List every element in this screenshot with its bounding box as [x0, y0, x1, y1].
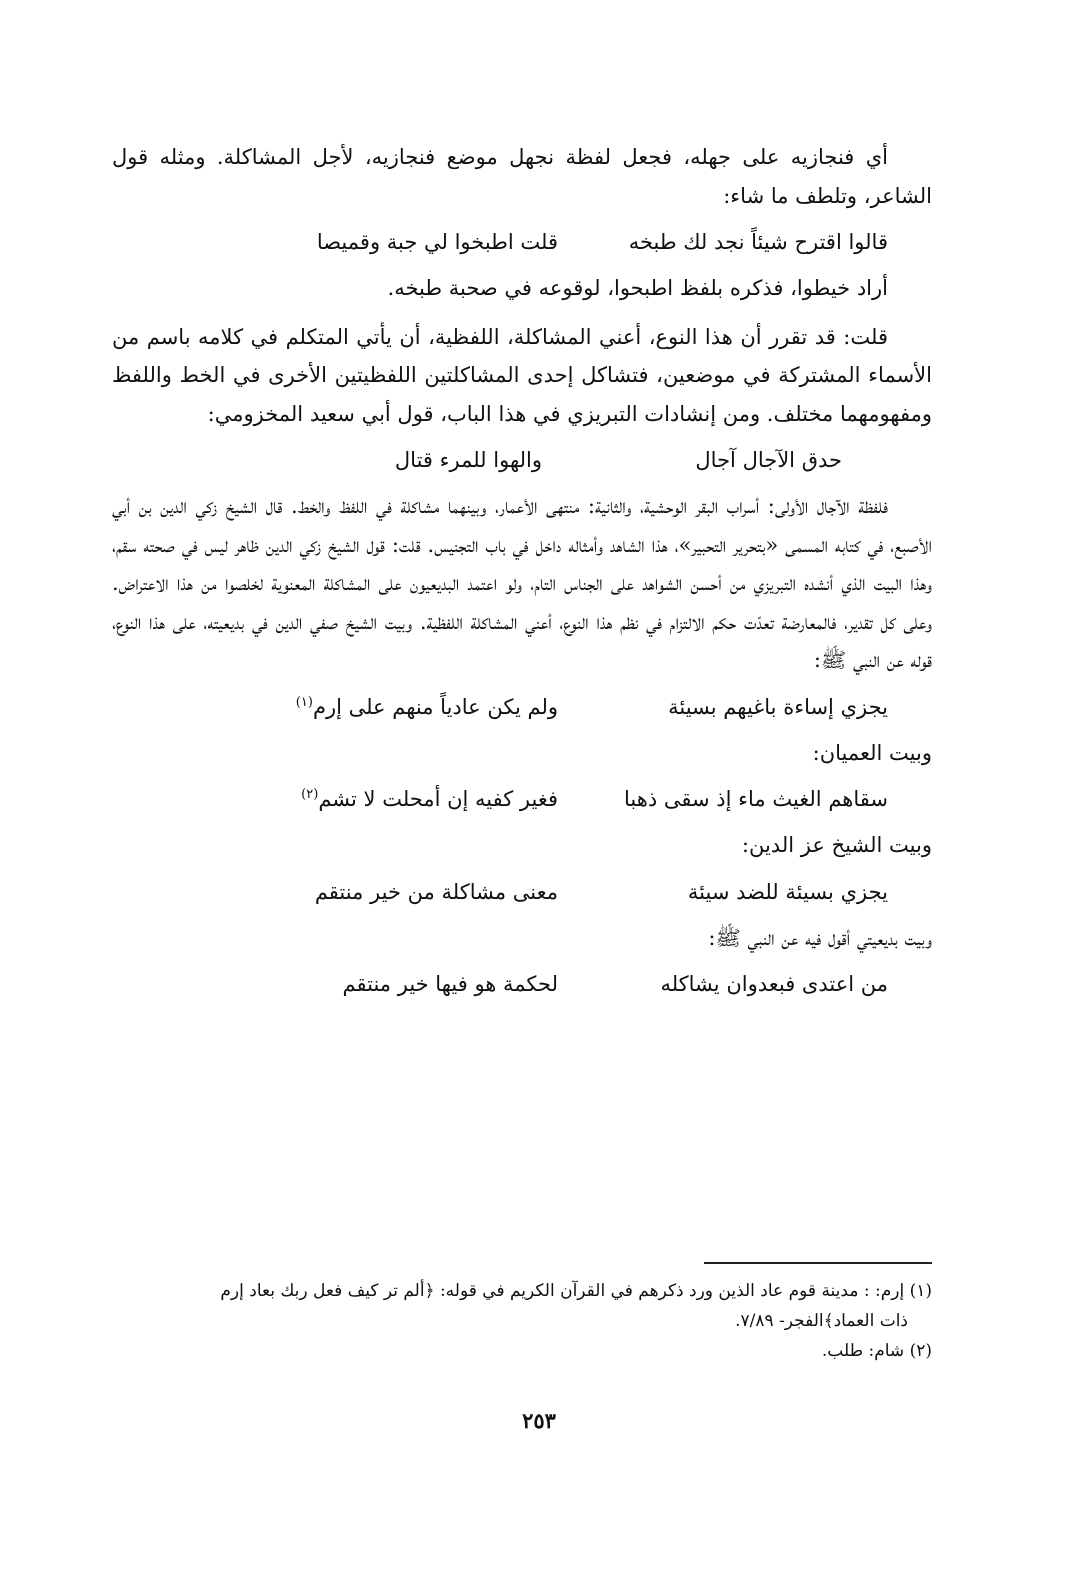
verse-2-second-hemistich: والهوا للمرء قتال	[394, 448, 542, 472]
verse-3-second-text: ولم يكن عادياً منهم على إرم	[312, 694, 558, 719]
page-body	[112, 138, 932, 1011]
footnote-2: (٢) شام: طلب.	[821, 1341, 932, 1361]
footnote-divider	[704, 1262, 932, 1264]
paragraph-4: فلفظة الآجال الأولى: أسراب البقر الوحشية، والثانية: منتهى الأعمار، وبينهما مشاكلة في اللفظ والخط. قال الشيخ زكي الدين بن أبي الأصبع، في كتابه المسمى «بتحرير التحبير»، هذا الشاهد وأمثاله داخل في باب التجنيس. قلت: قول الشيخ زكي الدين ظاهر ليس في صحته سقم، وهذا البيت الذي أنشده التبريزي من أحسن الشواهد على الجناس التام، ولو اعتمد البديعيون على المشاكلة المعنوية لخلصوا من هذا الاعتراض. وعلى كل تقدير، فالمعارضة تعدّت حكم الالتزام في نظم هذا النوع، أعني المشاكلة اللفظية. وبيت الشيخ صفي الدين في بديعيته، على هذا النوع، قوله عن النبي ﷺ:	[112, 494, 932, 672]
verse-3-second-hemistich	[198, 680, 558, 734]
verse-4-second-text: فغير كفيه إن أمحلت لا تشم	[318, 787, 558, 811]
paragraph-1: أي فنجازيه على جهله، فجعل لفظة نجهل موضع فنجازيه، لأجل المشاكلة. ومثله قول الشاعر، وتلطف ما شاء:	[112, 145, 932, 208]
verse-2-first-hemistich: حدق الآجال آجال	[695, 448, 842, 472]
verse-3-first-hemistich: يجزي إساءة باغيهم بسيئة	[668, 694, 888, 719]
verse-5	[112, 865, 932, 919]
footnote-1-line-2: ذات العماد﴾الفجر- ٧/٨٩.	[735, 1311, 908, 1331]
verse-4-first-hemistich: سقاهم الغيث ماء إذ سقى ذهبا	[624, 787, 888, 811]
verse-4	[112, 772, 932, 826]
verse-6	[112, 957, 932, 1011]
verse-3	[112, 680, 932, 734]
paragraph-2: أراد خيطوا، فذكره بلفظ اطبحوا، لوقوعه في صحبة طبخه.	[387, 276, 888, 300]
paragraph-7: وبيت بديعيتي أقول فيه عن النبي ﷺ:	[708, 925, 932, 950]
verse-6-second-hemistich: لحكمة هو فيها خير منتقم	[342, 972, 558, 996]
verse-6-first-hemistich: من اعتدى فبعدوان يشاكله	[660, 972, 888, 996]
paragraph-3: قلت: قد تقرر أن هذا النوع، أعني المشاكلة، اللفظية، أن يأتي المتكلم في كلامه باسم من الأسماء المشتركة في موضعين، فتشاكل إحدى المشاكلتين اللفظيتين الأخرى في الخط واللفظ ومفهومهما مختلف. ومن إنشادات التبريزي في هذا الباب، قول أبي سعيد المخزومي:	[112, 324, 932, 426]
page-number: ٢٥٣	[522, 1408, 556, 1433]
verse-1	[112, 215, 932, 269]
footnote-ref-1[interactable]: (١)	[295, 694, 313, 710]
footnotes	[112, 1276, 932, 1366]
verse-4-second-hemistich	[198, 772, 558, 826]
paragraph-6: وبيت الشيخ عز الدين:	[741, 833, 932, 857]
verse-5-second-hemistich: معنى مشاكلة من خير منتقم	[314, 879, 558, 904]
verse-2	[112, 433, 932, 487]
paragraph-5: وبيت العميان:	[812, 740, 932, 765]
verse-1-second-hemistich: قلت اطبخوا لي جبة وقميصا	[316, 230, 558, 254]
footnote-1-line-1: (١) إرم: : مدينة قوم عاد الذين ورد ذكرهم في القرآن الكريم في قوله: ﴿ألم تر كيف فعل ربك بعاد إرم	[220, 1281, 932, 1301]
footnote-ref-2[interactable]: (٢)	[301, 787, 319, 802]
verse-1-first-hemistich: قالوا اقترح شيئاً نجد لك طبخه	[628, 230, 888, 254]
verse-5-first-hemistich: يجزي بسيئة للضد سيئة	[687, 879, 888, 904]
